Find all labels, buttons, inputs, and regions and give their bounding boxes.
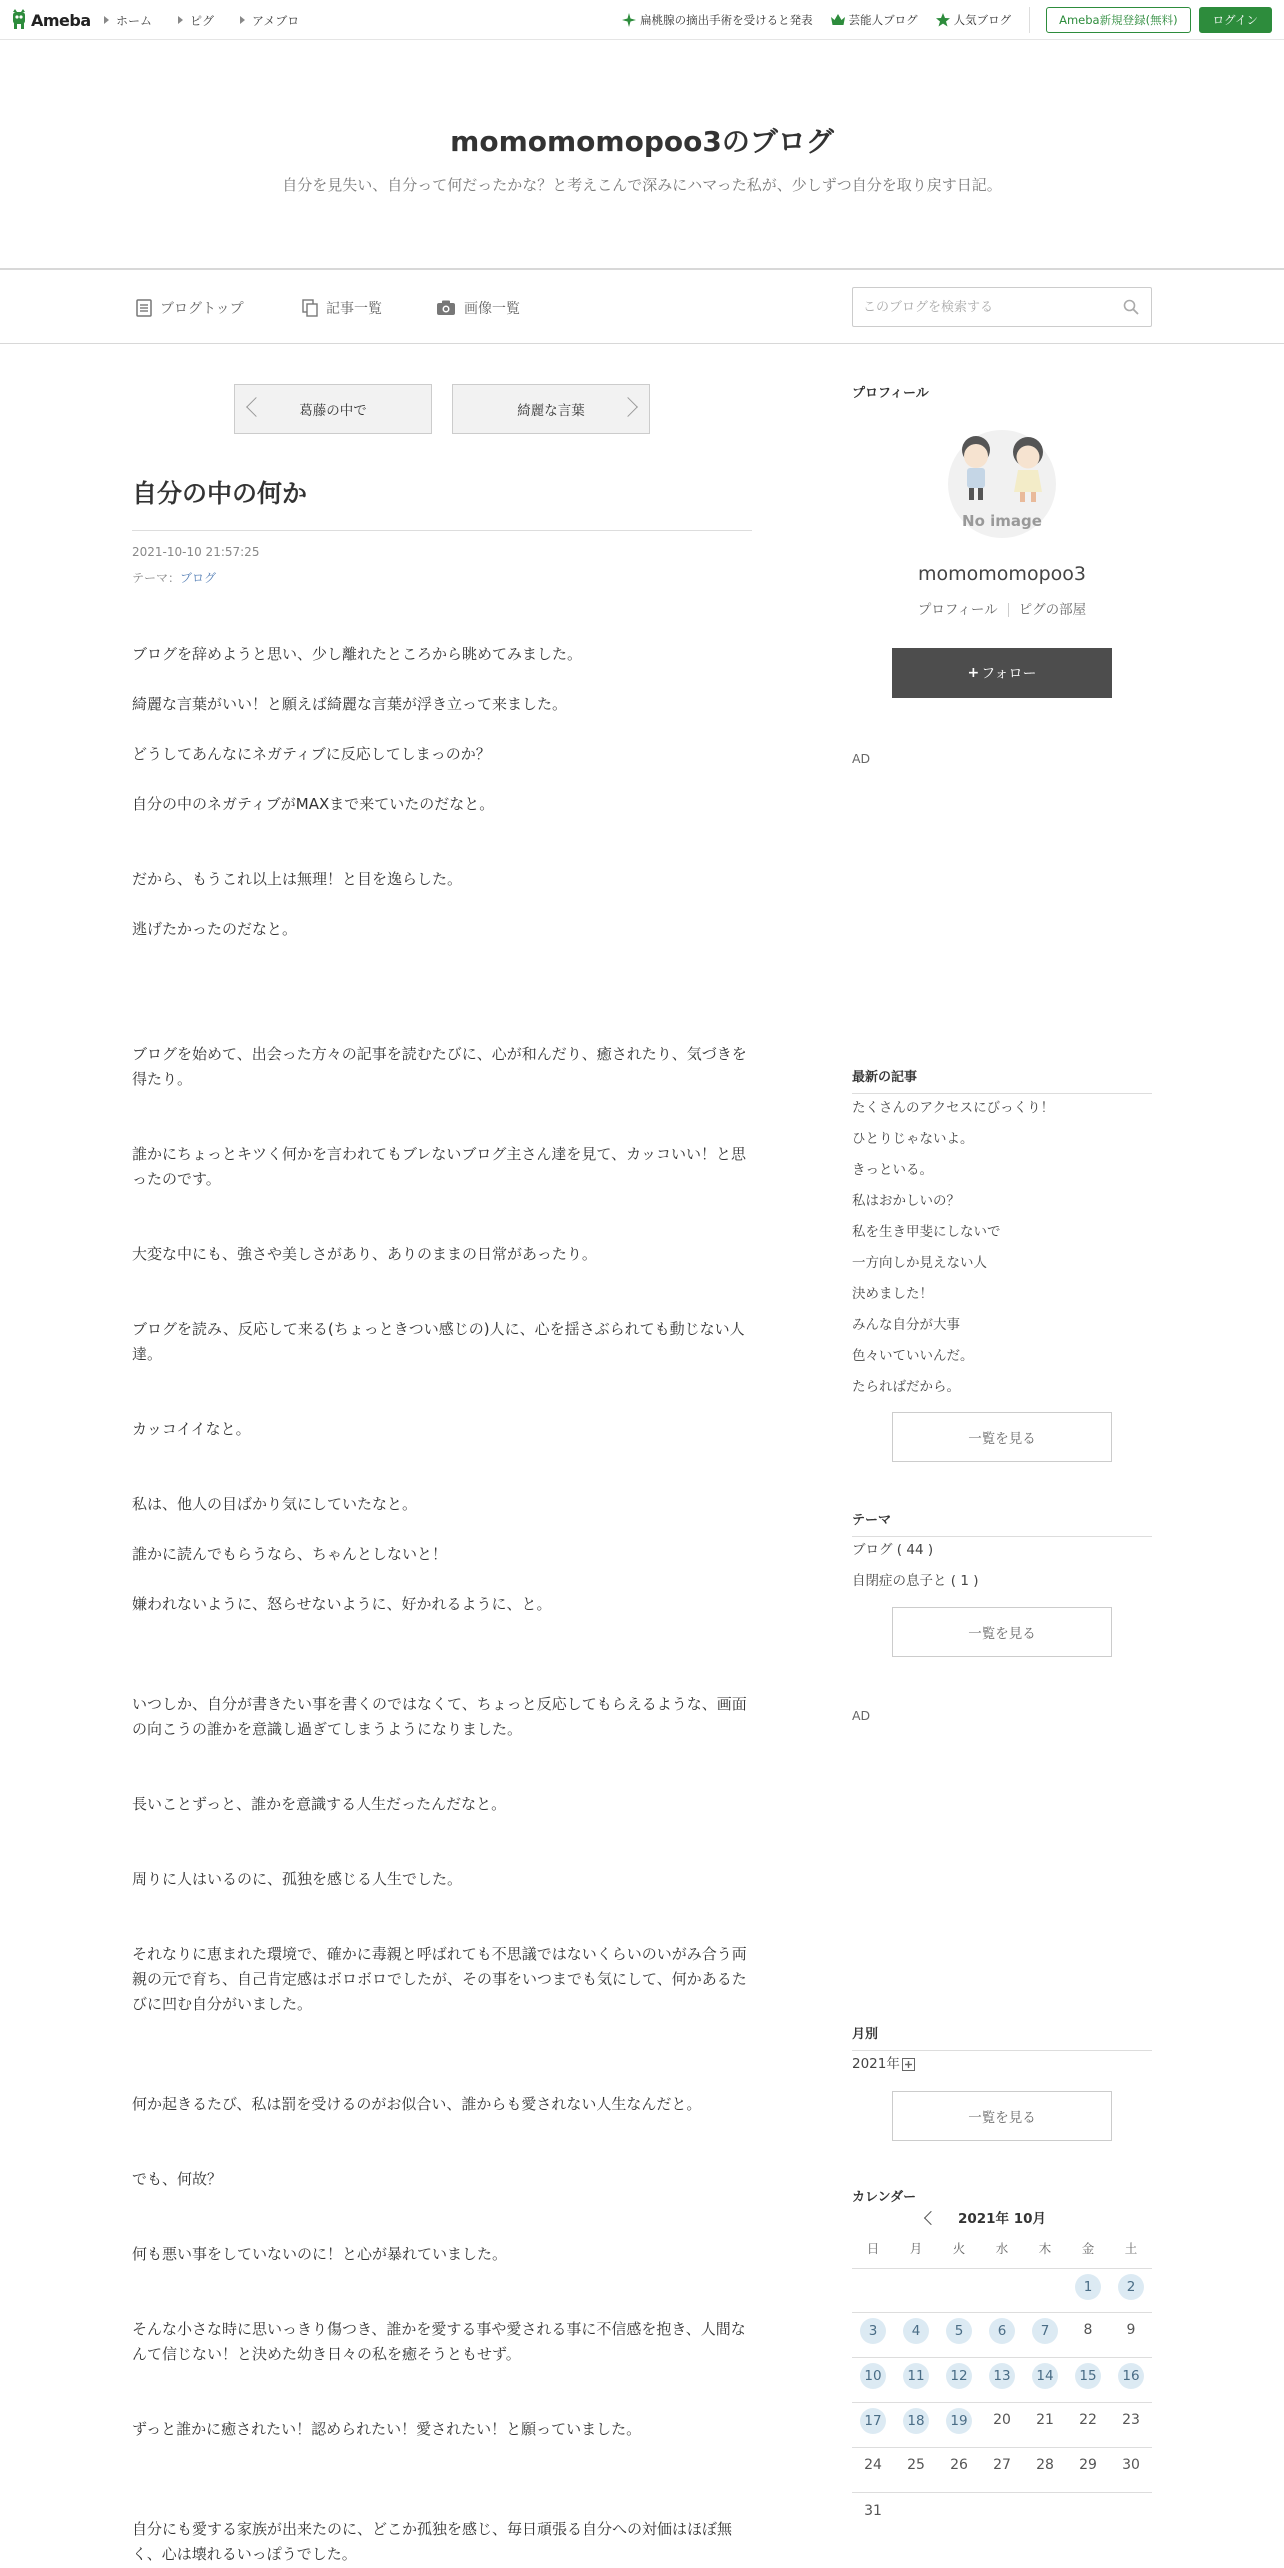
entry-paragraph: 綺麗な言葉がいい！と願えば綺麗な言葉が浮き立って来ました。 [132,695,568,713]
calendar-day: 23 [1122,2412,1140,2428]
entry-paragraph: ブログを辞めようと思い、少し離れたところから眺めてみました。 [132,645,583,663]
monthly-more-button[interactable]: 一覧を見る [892,2091,1112,2141]
calendar-weekday: 日 [866,2241,880,2256]
avatar-placeholder-text: No image [962,512,1042,530]
entry-paragraph: 何も悪い事をしていないのに！と心が暴れていました。 [132,2245,508,2263]
entry-paragraph: 周りに人はいるのに、孤独を感じる人生でした。 [132,1870,463,1888]
calendar-day[interactable] [1067,2274,1109,2300]
popular-blog-link[interactable] [936,12,1012,28]
year-label: 2021年 [852,2056,900,2072]
next-entry-button[interactable] [452,384,650,434]
calendar-day-link[interactable]: 2 [1118,2274,1144,2300]
calendar-day: 22 [1079,2412,1097,2428]
entry-paragraph: 逃げたかったのだなと。 [132,920,298,938]
logo-text: Ameba [31,10,91,30]
year-toggle[interactable] [852,2049,915,2080]
entry-paragraph: 自分にも愛する家族が出来たのに、どこか孤独を感じ、毎日頑張る自分への対価はほぼ無く、心は壊れるいっぽうでした。 [132,2520,733,2563]
sparkle-icon [622,13,636,27]
calendar-row-divider [852,2492,1152,2493]
entry-paragraph: ずっと誰かに癒されたい！認められたい！愛されたい！と願っていました。 [132,2420,642,2438]
entry-theme-link[interactable]: ブログ [180,571,217,585]
calendar-day-link[interactable]: 17 [860,2408,886,2434]
ad-label: AD [852,1708,871,1723]
entry-paragraph: 長いことずっと、誰かを意識する人生だったんだなと。 [132,1795,507,1813]
calendar-heading: カレンダー [852,2190,917,2205]
header-actions [604,0,1272,40]
entry-title: 自分の中の何か [132,474,752,531]
calendar-weekday: 木 [1038,2241,1052,2256]
recent-item[interactable]: みんな自分が大事 [852,1317,960,1333]
blog-search [852,287,1152,327]
recent-item[interactable]: たらればだから。 [852,1379,960,1395]
entry-paragraph: それなりに恵まれた環境で、確かに毒親と呼ばれても不思議ではないくらいのいがみ合う両親の元で育ち、自己肯定感はボロボロでしたが、その事をいつまでも気にして、何かあるたびに凹む自分がいました。 [132,1945,747,2013]
entry-paragraph: どうしてあんなにネガティブに反応してしまっのか？ [132,745,491,763]
ameba-logo[interactable] [10,8,91,32]
ad-label: AD [852,751,871,766]
recent-item[interactable]: きっといる。 [852,1162,933,1178]
star-icon [936,13,950,27]
calendar-weekday: 火 [952,2241,966,2256]
entry-theme [132,569,216,586]
camera-icon [436,300,456,316]
calendar-day-link[interactable]: 13 [989,2363,1015,2389]
calendar-month: 2021年 10月 [957,2211,1047,2227]
entry-theme-prefix: テーマ： [132,571,181,585]
document-icon [136,299,152,317]
calendar-day-link[interactable]: 14 [1032,2363,1058,2389]
calendar-day[interactable] [938,2318,980,2344]
blog-header [0,40,1284,270]
expand-icon [902,2058,915,2071]
calendar-day[interactable] [852,2363,894,2389]
calendar-day: 26 [950,2457,968,2473]
blog-nav [0,272,1284,344]
calendar-weekday: 金 [1081,2241,1095,2256]
calendar-day[interactable] [1024,2363,1066,2389]
pig-room-link[interactable]: ピグの部屋 [1018,602,1087,618]
calendar-day: 20 [993,2412,1011,2428]
news-link[interactable] [622,12,813,28]
nav-blog-top[interactable] [136,298,244,318]
calendar-day: 9 [1126,2322,1136,2338]
theme-list [852,1535,1152,1597]
entry-paragraph: 嫌われないように、怒らせないように、好かれるように、と。 [132,1595,552,1613]
prev-entry-label: 葛藤の中で [299,403,367,419]
entry-paragraph: でも、何故？ [132,2170,223,2188]
entry-paragraph: いつしか、自分が書きたい事を書くのではなくて、ちょっと反応してもらえるような、画面の向こうの誰かを意識し過ぎてしまうようになりました。 [132,1695,747,1738]
entry-paragraph: そんな小さな時に思いっきり傷つき、誰かを愛する事や愛される事に不信感を抱き、人間なんて信じない！と決めた幼き日々の私を癒そうともせず。 [132,2320,746,2363]
calendar-day[interactable] [1067,2363,1109,2389]
calendar-weekday: 月 [909,2241,923,2256]
chevron-right-icon [618,397,638,417]
calendar-day-link[interactable]: 7 [1032,2318,1058,2344]
calendar-day-link[interactable]: 5 [946,2318,972,2344]
follow-button-label: フォロー [981,666,1037,682]
calendar-day[interactable] [852,2318,894,2344]
entry-paragraph: 大変な中にも、強さや美しさがあり、ありのままの日常があったり。 [132,1245,597,1263]
theme-item[interactable]: 自閉症の息子と ( 1 ) [852,1573,979,1589]
entry-date: 2021-10-10 21:57:25 [132,545,260,559]
calendar-day: 29 [1079,2457,1097,2473]
recent-item[interactable]: 一方向しか見えない人 [852,1255,987,1271]
recent-item[interactable]: 私を生き甲斐にしないで [852,1224,1001,1240]
profile-avatar[interactable] [940,428,1064,540]
entry-paragraph: ブログを読み、反応して来る(ちょっときつい感じの)人に、心を揺さぶられても動じない人達。 [132,1320,745,1363]
calendar-day-link[interactable]: 3 [860,2318,886,2344]
profile-name[interactable]: momomomopoo3 [918,563,1086,585]
recent-item[interactable]: 私はおかしいの？ [852,1193,960,1209]
nav-entry-list-label: 記事一覧 [326,301,382,317]
calendar-day[interactable] [852,2408,894,2434]
profile-links [852,598,1152,618]
theme-more-button[interactable]: 一覧を見る [892,1607,1112,1657]
calendar-day[interactable] [1110,2274,1152,2300]
calendar-day[interactable] [1110,2363,1152,2389]
calendar-day[interactable] [895,2408,937,2434]
calendar-day-link[interactable]: 16 [1118,2363,1144,2389]
global-nav [104,0,325,40]
calendar-row-divider [852,2447,1152,2448]
prev-entry-button[interactable] [234,384,432,434]
calendar-day[interactable] [895,2363,937,2389]
register-button[interactable]: Ameba新規登録(無料) [1046,7,1190,33]
calendar-row-divider [852,2402,1152,2403]
calendar-weekday: 土 [1124,2241,1138,2256]
calendar-day-link[interactable]: 10 [860,2363,886,2389]
calendar-day: 28 [1036,2457,1054,2473]
nav-entry-list[interactable] [302,298,382,318]
chevron-left-icon [246,397,266,417]
calendar-day: 30 [1122,2457,1140,2473]
entry-paragraph: ブログを始めて、出会った方々の記事を読むたびに、心が和んだり、癒されたり、気づきを得たり。 [132,1045,747,1088]
nav-home[interactable]: ホーム [104,12,152,29]
recent-item[interactable]: 色々いていいんだ。 [852,1348,974,1364]
calendar-day[interactable] [938,2363,980,2389]
nav-blog-top-label: ブログトップ [160,301,244,317]
recent-list [852,1093,1152,1403]
global-header [0,0,1284,40]
calendar-day: 31 [864,2503,882,2519]
plus-icon: + [967,665,980,681]
entry-paragraph: 自分の中のネガティブがMAXまで来ていたのだなと。 [132,795,495,813]
recent-item[interactable]: たくさんのアクセスにびっくり！ [852,1100,1055,1116]
entry-paragraph: 何か起きるたび、私は罰を受けるのがお似合い、誰からも愛されない人生なんだと。 [132,2095,702,2113]
news-link-label: 扁桃腺の摘出手術を受けると発表 [640,13,813,27]
calendar-day-link[interactable]: 11 [903,2363,929,2389]
blog-description: 自分を見失い、自分って何だったかな？と考えこんで深みにハマった私が、少しずつ自分を取り戻す日記。 [282,176,1002,194]
entry-paragraph: 私は、他人の目ばかり気にしていたなと。 [132,1495,418,1513]
calendar-day-link[interactable]: 6 [989,2318,1015,2344]
entry-paragraph: カッコイイなと。 [132,1420,251,1438]
popular-blog-label: 人気ブログ [953,13,1012,27]
theme-heading: テーマ [852,1509,1152,1537]
entry-paragraph: だから、もうこれ以上は無理！と目を逸らした。 [132,870,463,888]
header-divider [1029,7,1030,33]
ameba-logo-icon [10,9,28,31]
calendar-day[interactable] [1024,2318,1066,2344]
profile-heading: プロフィール [852,386,929,401]
calendar-day-link[interactable]: 12 [946,2363,972,2389]
calendar-day[interactable] [938,2408,980,2434]
theme-item[interactable]: ブログ ( 44 ) [852,1542,934,1558]
calendar-day[interactable] [981,2363,1023,2389]
calendar-day: 27 [993,2457,1011,2473]
crown-icon [831,14,845,26]
recent-item[interactable]: 決めました！ [852,1286,933,1302]
nav-image-list-label: 画像一覧 [464,301,520,317]
celebrity-blog-link[interactable] [831,12,918,28]
calendar-day[interactable] [895,2318,937,2344]
nav-image-list[interactable] [436,298,520,318]
recent-more-button[interactable]: 一覧を見る [892,1412,1112,1462]
recent-item[interactable]: ひとりじゃないよ。 [852,1131,974,1147]
calendar-weekday: 水 [995,2241,1009,2256]
nav-pig[interactable]: ピグ [178,12,214,29]
calendar-day-link[interactable]: 18 [903,2408,929,2434]
search-input[interactable] [863,297,1113,317]
entry-paragraph: 誰かにちょっとキツく何かを言われてもブレないブログ主さん達を見て、カッコいい！と思ったのです。 [132,1145,746,1188]
next-entry-label: 綺麗な言葉 [517,403,585,419]
calendar-row-divider [852,2357,1152,2358]
profile-link[interactable]: プロフィール [917,602,998,618]
calendar-row-divider [852,2312,1152,2313]
recent-heading: 最新の記事 [852,1066,1152,1094]
calendar-day-link[interactable]: 4 [903,2318,929,2344]
calendar-day: 24 [864,2457,882,2473]
calendar-day: 25 [907,2457,925,2473]
login-button[interactable]: ログイン [1199,7,1272,33]
calendar-row-divider [852,2268,1152,2269]
nav-ameblo[interactable]: アメブロ [240,12,299,29]
calendar-day: 8 [1083,2322,1093,2338]
calendar-day-link[interactable]: 15 [1075,2363,1101,2389]
search-icon[interactable] [1123,299,1139,315]
calendar-day: 21 [1036,2412,1054,2428]
calendar-day-link[interactable]: 1 [1075,2274,1101,2300]
link-divider [1008,603,1009,617]
entry-paragraph: 誰かに読んでもらうなら、ちゃんとしないと！ [132,1545,448,1563]
monthly-heading: 月別 [852,2023,1152,2051]
follow-button[interactable] [892,648,1112,698]
blog-title[interactable]: momomomopoo3のブログ [450,125,834,158]
copy-icon [302,299,318,317]
celebrity-blog-label: 芸能人ブログ [848,13,918,27]
calendar-day-link[interactable]: 19 [946,2408,972,2434]
calendar-day[interactable] [981,2318,1023,2344]
